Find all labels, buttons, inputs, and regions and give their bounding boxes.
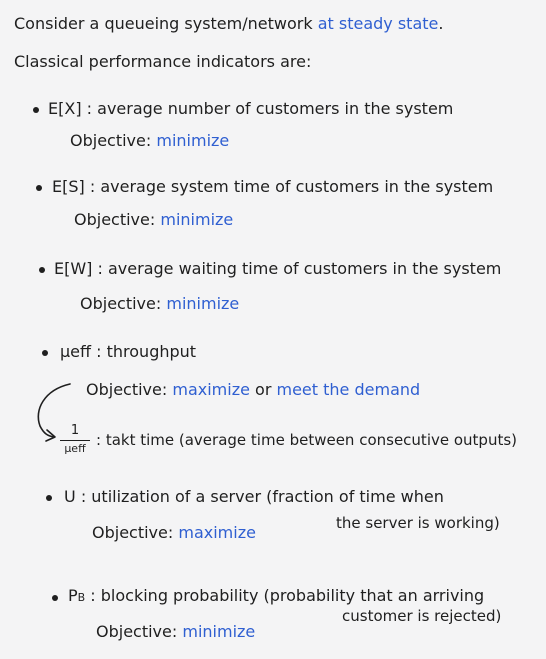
objective-blocking bbox=[96, 622, 255, 642]
objective-label: Objective: bbox=[86, 380, 168, 399]
indicator-term: E[X] bbox=[48, 99, 82, 118]
objective-label: Objective: bbox=[96, 622, 178, 641]
utilization-term: U bbox=[64, 487, 76, 506]
indicator-description: : average number of customers in the system bbox=[86, 99, 454, 118]
objective-label: Objective: bbox=[80, 294, 162, 313]
takt-fraction bbox=[58, 424, 92, 455]
takt-denominator: μeff bbox=[64, 442, 86, 455]
indicator-term: E[W] bbox=[54, 259, 93, 278]
throughput-description: : throughput bbox=[96, 342, 197, 361]
objective-value: minimize bbox=[160, 210, 234, 229]
objective-value: maximize bbox=[172, 380, 250, 399]
utilization-continuation: the server is working) bbox=[336, 514, 500, 532]
intro-suffix: . bbox=[438, 14, 444, 33]
steady-state-highlight: at steady state bbox=[317, 14, 439, 33]
objective-utilization bbox=[92, 523, 256, 543]
objective-value: minimize bbox=[182, 622, 256, 641]
blocking-term: P bbox=[68, 586, 78, 605]
blocking-continuation: customer is rejected) bbox=[342, 607, 502, 625]
objective-value: minimize bbox=[166, 294, 240, 313]
fraction-bar bbox=[60, 440, 90, 441]
alt-objective-value: meet the demand bbox=[276, 380, 421, 399]
indicator-blocking bbox=[68, 586, 484, 608]
bullet-utilization bbox=[46, 495, 52, 501]
throughput-term: μeff bbox=[60, 342, 92, 361]
objective-value: maximize bbox=[178, 523, 256, 542]
objective-label: Objective: bbox=[70, 131, 152, 150]
bullet-blocking bbox=[52, 595, 58, 601]
indicator-description: : average waiting time of customers in the system bbox=[97, 259, 502, 278]
intro-prefix: Consider a queueing system/network bbox=[14, 14, 313, 33]
indicator-utilization bbox=[64, 487, 444, 507]
objective-label: Objective: bbox=[92, 523, 174, 542]
intro-line-2: Classical performance indicators are: bbox=[14, 52, 312, 71]
utilization-description: : utilization of a server (fraction of time when bbox=[80, 487, 444, 506]
indicator-term: E[S] bbox=[52, 177, 85, 196]
takt-numerator: 1 bbox=[70, 423, 80, 438]
or-text: or bbox=[255, 380, 272, 399]
objective-label: Objective: bbox=[74, 210, 156, 229]
indicator-description: : average system time of customers in the system bbox=[89, 177, 494, 196]
blocking-description: : blocking probability (probability that an arriving bbox=[90, 586, 485, 605]
takt-time-text: : takt time (average time between consecutive outputs) bbox=[96, 431, 517, 449]
blocking-subscript: B bbox=[77, 591, 86, 604]
objective-value: minimize bbox=[156, 131, 230, 150]
